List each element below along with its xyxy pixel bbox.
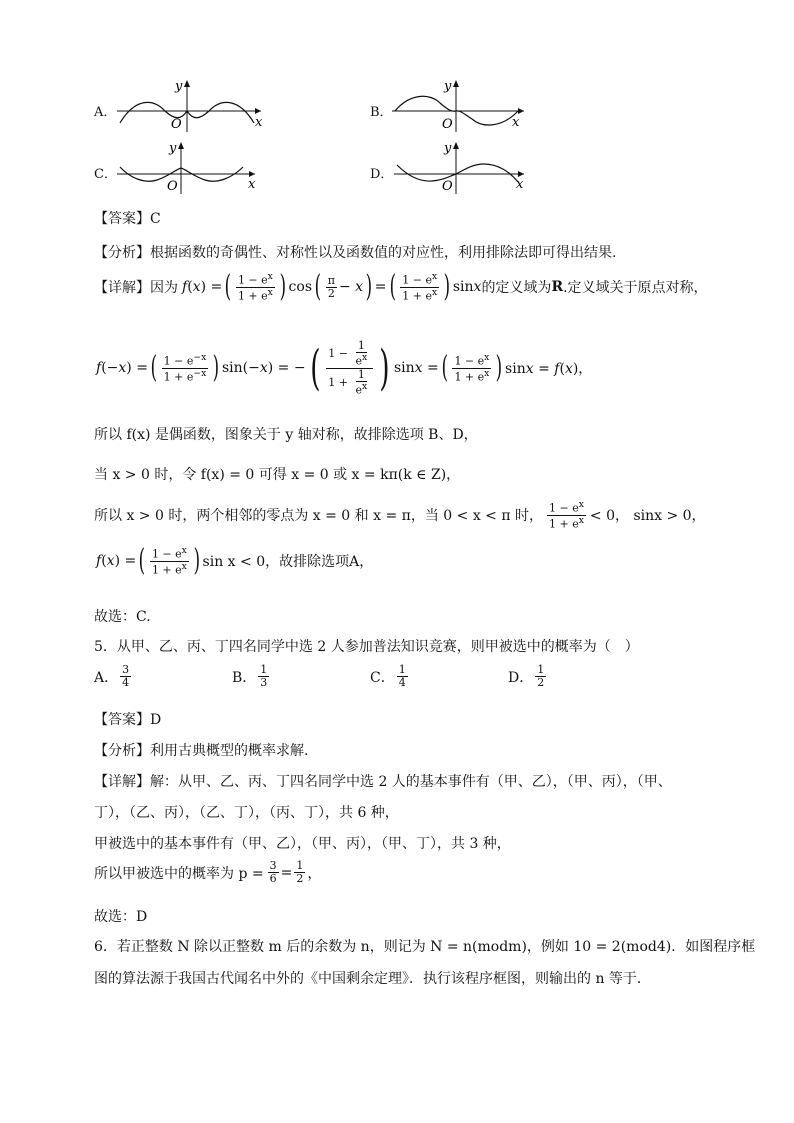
detail-tag: 【详解】	[94, 280, 150, 297]
formula-paren-1: ( $\frac{1 - e^x}{1 + e^x}$ )	[224, 269, 286, 305]
q5-analysis: 【分析】利用古典概型的概率求解.	[94, 743, 309, 759]
q5-option-d: D． $\frac{1}{2}$	[508, 663, 545, 690]
line5-tail: < 0， sinx > 0，	[589, 508, 706, 525]
q5-detail-line4: 所以甲被选中的概率为 p = $\frac{3}{6}$ = $\frac{1}{2}$ ，	[94, 859, 322, 886]
graph-c-x: x	[248, 177, 256, 192]
formula-f: f(x) =	[182, 279, 223, 296]
graph-a	[115, 78, 265, 134]
graph-d-x: x	[516, 177, 524, 192]
q4-detail-line3: 所以 f(x) 是偶函数，图象关于 y 轴对称，故排除选项 B、D，	[94, 427, 478, 443]
formula-cos-arg: ( $\frac{\pi}{2}$ − x )	[314, 269, 373, 305]
q5-detail-line1: 【详解】解：从甲、乙、丙、丁四名同学中选 2 人的基本事件有（甲、乙），（甲、丙），（甲、	[94, 774, 672, 790]
q6-line2: 图的算法源于我国古代闻名中外的《中国剩余定理》．执行该程序框图，则输出的 n 等于．	[94, 971, 651, 987]
line5-text: 所以 x > 0 时，两个相邻的零点为 x = 0 和 x = π，当 0 < x < π 时，	[94, 508, 544, 525]
option-b-label: B．	[370, 105, 393, 120]
q4-answer	[94, 208, 161, 228]
graph-b-o: O	[442, 117, 453, 132]
q5-stem: 5．从甲、乙、丙、丁四名同学中选 2 人参加普法知识竞赛，则甲被选中的概率为（ ）	[94, 639, 639, 655]
graph-b	[390, 78, 530, 134]
option-c-label: C．	[94, 167, 117, 182]
q4-detail-line2: f(−x) = ( $\frac{1 - e^{-x}}{1 + e^{-x}}$ ) sin(−x) = − ( 1 − $\frac{1}{e^x}$ 1 + $\frac{1}{e^x}$ ) sinx = ( $\frac{1 - e^x}{1 + e^x}$ ) sinx = f(x)，	[96, 339, 593, 397]
q5-option-a: A． $\frac{3}{4}$	[94, 663, 130, 690]
graph-a-y: y	[175, 79, 183, 94]
q4-detail-line5: 所以 x > 0 时，两个相邻的零点为 x = 0 和 x = π，当 0 < x < π 时， $\frac{1 - e^x}{1 + e^x}$ < 0， sinx > 0，	[94, 499, 706, 531]
q5-option-b: B． $\frac{1}{3}$	[232, 663, 268, 690]
q4-analysis	[94, 242, 616, 262]
q5-option-c: C． $\frac{1}{4}$	[370, 663, 406, 690]
q4-detail-line1: 【详解】 因为 f(x) = ( $\frac{1 - e^x}{1 + e^x}$ ) cos ( $\frac{\pi}{2}$ − x ) = ( $\frac{1 - e^x}{1 + e^x}$ ) sinx 的定义域为 R .定义域关于原点对称，	[94, 269, 708, 305]
graph-a-x: x	[255, 115, 263, 130]
q5-detail-line3: 甲被选中的基本事件有（甲、乙），（甲、丙），（甲、丁），共 3 种，	[94, 836, 511, 852]
graph-b-y: y	[444, 79, 452, 94]
graph-c	[115, 140, 265, 196]
graph-a-o: O	[171, 117, 182, 132]
detail-domain: 的定义域为	[481, 280, 552, 297]
graph-d-y: y	[444, 141, 452, 156]
detail-because: 因为	[150, 280, 178, 297]
analysis-tag: 【分析】	[94, 245, 150, 261]
analysis-text: 根据函数的奇偶性、对称性以及函数值的对应性，利用排除法即可得出结果.	[150, 245, 617, 261]
q5-conclusion: 故选：D	[94, 909, 148, 925]
graph-c-y: y	[169, 141, 177, 156]
graph-d-o: O	[442, 179, 453, 194]
q4-conclusion: 故选：C.	[94, 609, 151, 625]
graph-b-x: x	[512, 115, 520, 130]
line6-text: sin x < 0，故排除选项A，	[202, 554, 374, 571]
detail-R: R	[551, 279, 564, 296]
graph-c-o: O	[167, 179, 178, 194]
q5-detail-line2: 丁），（乙、丙），（乙、丁），（丙、丁），共 6 种，	[94, 805, 399, 821]
q5-answer: 【答案】D	[94, 712, 162, 728]
formula-paren-2: ( $\frac{1 - e^x}{1 + e^x}$ )	[389, 269, 451, 305]
option-a-label: A．	[94, 105, 117, 120]
q4-detail-line4: 当 x > 0 时，令 f(x) = 0 可得 x = 0 或 x = kπ(k ∈ Z)，	[94, 467, 461, 483]
q4-detail-line6: f(x) = ( $\frac{1 - e^x}{1 + e^x}$ ) sin x < 0，故排除选项A，	[96, 543, 374, 579]
graph-d	[392, 140, 532, 196]
option-d-label: D．	[370, 167, 394, 182]
detail-symmetric: .定义域关于原点对称，	[563, 280, 708, 297]
answer-value: C	[150, 211, 161, 227]
answer-tag: 【答案】	[94, 211, 150, 227]
q6-line1: 6．若正整数 N 除以正整数 m 后的余数为 n，则记为 N = n(modm)，例如 10 = 2(mod4)．如图程序框	[94, 939, 756, 955]
